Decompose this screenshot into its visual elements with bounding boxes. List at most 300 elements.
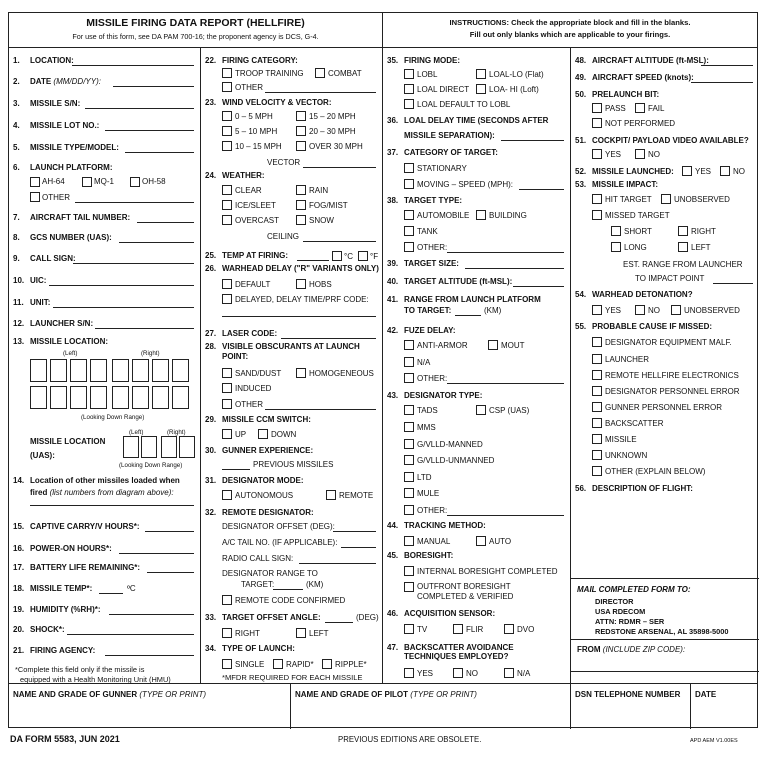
field-36-label-2: MISSILE SEPARATION): bbox=[404, 131, 495, 140]
field-55-label: 55. PROBABLE CAUSE IF MISSED: bbox=[575, 322, 713, 331]
wind-0-5-checkbox[interactable] bbox=[222, 111, 232, 121]
fuze-other-label: OTHER: bbox=[417, 374, 448, 383]
gvlld-manned-checkbox[interactable] bbox=[404, 439, 414, 449]
previous-missiles-label: PREVIOUS MISSILES bbox=[253, 460, 334, 469]
ccm-up-label: UP bbox=[235, 430, 247, 439]
previous-missiles-input[interactable] bbox=[222, 469, 250, 470]
radio-call-sign-label: RADIO CALL SIGN: bbox=[222, 554, 294, 563]
single-checkbox[interactable] bbox=[222, 659, 232, 669]
field-21-label: 21. FIRING AGENCY: bbox=[13, 646, 96, 655]
ah64-checkbox[interactable] bbox=[30, 177, 40, 187]
uas-position-cell[interactable] bbox=[123, 436, 139, 458]
platform-other-input[interactable] bbox=[75, 202, 194, 203]
field-14-label: 14. Location of other missiles loaded when bbox=[13, 476, 180, 485]
launched-yes-label: YES bbox=[695, 167, 712, 176]
bit-fail-checkbox[interactable] bbox=[635, 103, 645, 113]
obscurant-other-input[interactable] bbox=[265, 409, 376, 410]
backscatter-na-checkbox[interactable] bbox=[504, 668, 514, 678]
missile-position-cell[interactable] bbox=[112, 359, 129, 382]
designator-other-input[interactable] bbox=[447, 515, 564, 516]
cause-launcher-checkbox[interactable] bbox=[592, 354, 602, 364]
launcher-sn-input[interactable] bbox=[95, 328, 194, 329]
wind-5-10-checkbox[interactable] bbox=[222, 126, 232, 136]
missile-position-cell[interactable] bbox=[30, 386, 47, 409]
wind-10-15-label: 10 – 15 MPH bbox=[235, 142, 282, 151]
mout-checkbox[interactable] bbox=[488, 340, 498, 350]
missile-sn-input[interactable] bbox=[85, 108, 194, 109]
launched-no-checkbox[interactable] bbox=[720, 166, 730, 176]
field-3-label: 3. MISSILE S/N: bbox=[13, 99, 81, 108]
manual-checkbox[interactable] bbox=[404, 536, 414, 546]
detonation-yes-checkbox[interactable] bbox=[592, 305, 602, 315]
dvo-checkbox[interactable] bbox=[504, 624, 514, 634]
video-no-label: NO bbox=[648, 150, 660, 159]
pilot-name-field[interactable] bbox=[291, 684, 571, 729]
humidity-input[interactable] bbox=[109, 614, 194, 615]
single-label: SINGLE bbox=[235, 660, 265, 669]
mms-label: MMS bbox=[417, 423, 436, 432]
mq1-checkbox[interactable] bbox=[82, 177, 92, 187]
combat-checkbox[interactable] bbox=[315, 68, 325, 78]
temp-at-firing-input[interactable] bbox=[297, 260, 329, 261]
wind-15-20-checkbox[interactable] bbox=[296, 111, 306, 121]
autonomous-label: AUTONOMOUS bbox=[235, 491, 294, 500]
field-41-label: 41. RANGE FROM LAUNCH PLATFORM bbox=[387, 295, 541, 304]
field-4-label: 4. MISSILE LOT NO.: bbox=[13, 121, 100, 130]
missile-position-cell[interactable] bbox=[30, 359, 47, 382]
clear-label: CLEAR bbox=[235, 186, 262, 195]
form-subtitle: For use of this form, see DA PAM 700-16; the proponent agency is DCS, G-4. bbox=[72, 32, 319, 41]
miss-right-checkbox[interactable] bbox=[678, 226, 688, 236]
gunner-name-field[interactable] bbox=[9, 684, 291, 729]
cause-other-label: OTHER (EXPLAIN BELOW) bbox=[605, 467, 706, 476]
platform-other-checkbox[interactable] bbox=[30, 192, 40, 202]
version-tag: APD AEM V1.00ES bbox=[690, 738, 738, 744]
bit-pass-checkbox[interactable] bbox=[592, 103, 602, 113]
cause-launcher-label: LAUNCHER bbox=[605, 355, 650, 364]
miss-long-checkbox[interactable] bbox=[611, 242, 621, 252]
video-no-checkbox[interactable] bbox=[635, 149, 645, 159]
lobl-checkbox[interactable] bbox=[404, 69, 414, 79]
field-17-label: 17. BATTERY LIFE REMAINING*: bbox=[13, 563, 141, 572]
automobile-checkbox[interactable] bbox=[404, 210, 414, 220]
internal-boresight-label: INTERNAL BORESIGHT COMPLETED bbox=[417, 567, 558, 576]
shock-input[interactable] bbox=[67, 634, 194, 635]
stationary-checkbox[interactable] bbox=[404, 163, 414, 173]
manual-label: MANUAL bbox=[417, 537, 451, 546]
loal-delay-input[interactable] bbox=[501, 140, 564, 141]
building-checkbox[interactable] bbox=[476, 210, 486, 220]
mule-checkbox[interactable] bbox=[404, 488, 414, 498]
gvlld-unmanned-checkbox[interactable] bbox=[404, 455, 414, 465]
field-5-label: 5. MISSILE TYPE/MODEL: bbox=[13, 143, 119, 152]
mail-line-1: DIRECTOR bbox=[595, 597, 634, 606]
unit-input[interactable] bbox=[53, 307, 194, 308]
rapid-checkbox[interactable] bbox=[273, 659, 283, 669]
designator-offset-input[interactable] bbox=[333, 531, 376, 532]
fuze-na-checkbox[interactable] bbox=[404, 357, 414, 367]
tank-checkbox[interactable] bbox=[404, 226, 414, 236]
field-14-label-2: fired (list numbers from diagram above): bbox=[30, 488, 174, 497]
power-on-hours-input[interactable] bbox=[119, 553, 194, 554]
cause-unknown-label: UNKNOWN bbox=[605, 451, 648, 460]
hit-target-label: HIT TARGET bbox=[605, 195, 652, 204]
miss-left-label: LEFT bbox=[691, 243, 711, 252]
instructions-line-1: INSTRUCTIONS: Check the appropriate block and fill in the blanks. bbox=[449, 18, 691, 27]
homogeneous-label: HOMOGENEOUS bbox=[309, 369, 374, 378]
field-1-label: 1. LOCATION: bbox=[13, 56, 74, 65]
instructions-line-2: Fill out only blanks which are applicable to your firings. bbox=[469, 30, 671, 39]
designator-other-checkbox[interactable] bbox=[404, 505, 414, 515]
field-53-label: 53. MISSILE IMPACT: bbox=[575, 180, 659, 189]
bit-pass-label: PASS bbox=[605, 104, 626, 113]
uas-position-cell[interactable] bbox=[161, 436, 177, 458]
platform-other-label: OTHER bbox=[42, 193, 70, 202]
field-29-label: 29. MISSILE CCM SWITCH: bbox=[205, 415, 311, 424]
loal-lo-checkbox[interactable] bbox=[476, 69, 486, 79]
bit-not-performed-checkbox[interactable] bbox=[592, 118, 602, 128]
field-43-label: 43. DESIGNATOR TYPE: bbox=[387, 391, 483, 400]
designator-range-label-2: TARGET: bbox=[241, 580, 275, 589]
form-title: MISSILE FIRING DATA REPORT (HELLFIRE) bbox=[86, 17, 305, 29]
vector-input[interactable] bbox=[303, 167, 376, 168]
remote-code-confirmed-checkbox[interactable] bbox=[222, 595, 232, 605]
overcast-checkbox[interactable] bbox=[222, 215, 232, 225]
fuze-other-input[interactable] bbox=[447, 383, 564, 384]
ripple-checkbox[interactable] bbox=[322, 659, 332, 669]
missile-position-cell[interactable] bbox=[132, 386, 149, 409]
detonation-yes-label: YES bbox=[605, 306, 622, 315]
hmu-note-1: *Complete this field only if the missile is bbox=[15, 665, 145, 674]
hit-target-checkbox[interactable] bbox=[592, 194, 602, 204]
range-to-target-input[interactable] bbox=[455, 315, 481, 316]
ceiling-input[interactable] bbox=[303, 241, 376, 242]
field-50-label: 50. PRELAUNCH BIT: bbox=[575, 90, 660, 99]
wind-5-10-label: 5 – 10 MPH bbox=[235, 127, 278, 136]
uas-position-cell[interactable] bbox=[141, 436, 157, 458]
field-49-label: 49. AIRCRAFT SPEED (knots): bbox=[575, 73, 694, 82]
missile-position-cell[interactable] bbox=[172, 386, 189, 409]
uas-looking-down-range-label: (Looking Down Range) bbox=[119, 462, 183, 469]
csp-checkbox[interactable] bbox=[476, 405, 486, 415]
video-yes-checkbox[interactable] bbox=[592, 149, 602, 159]
field-46-label: 46. ACQUISITION SENSOR: bbox=[387, 609, 496, 618]
offset-left-checkbox[interactable] bbox=[296, 628, 306, 638]
cause-remote-electronics-checkbox[interactable] bbox=[592, 370, 602, 380]
uic-input[interactable] bbox=[49, 285, 194, 286]
backscatter-yes-checkbox[interactable] bbox=[404, 668, 414, 678]
column-2 bbox=[201, 48, 383, 683]
fog-mist-checkbox[interactable] bbox=[296, 200, 306, 210]
field-28-label: 28. VISIBLE OBSCURANTS AT LAUNCH bbox=[205, 342, 360, 351]
signature-row bbox=[9, 683, 757, 729]
cause-missile-checkbox[interactable] bbox=[592, 434, 602, 444]
missile-temp-input[interactable] bbox=[99, 593, 123, 594]
ltd-checkbox[interactable] bbox=[404, 472, 414, 482]
hobs-checkbox[interactable] bbox=[296, 279, 306, 289]
category-other-checkbox[interactable] bbox=[222, 82, 232, 92]
missile-position-cell[interactable] bbox=[132, 359, 149, 382]
induced-label: INDUCED bbox=[235, 384, 272, 393]
miss-short-label: SHORT bbox=[624, 227, 652, 236]
header-title-block bbox=[9, 13, 383, 47]
tracking-auto-label: AUTO bbox=[489, 537, 512, 546]
est-range-input[interactable] bbox=[713, 283, 753, 284]
mms-checkbox[interactable] bbox=[404, 422, 414, 432]
automobile-label: AUTOMOBILE bbox=[417, 211, 470, 220]
lobl-label: LOBL bbox=[417, 70, 438, 79]
field-9-label: 9. CALL SIGN: bbox=[13, 254, 76, 263]
ripple-label: RIPPLE* bbox=[335, 660, 367, 669]
date-field[interactable] bbox=[691, 684, 759, 729]
battery-life-input[interactable] bbox=[147, 572, 194, 573]
ceiling-label: CEILING bbox=[267, 232, 300, 241]
miss-right-label: RIGHT bbox=[691, 227, 716, 236]
gvlld-manned-label: G/VLLD-MANNED bbox=[417, 440, 483, 449]
target-size-input[interactable] bbox=[465, 268, 564, 269]
default-checkbox[interactable] bbox=[222, 279, 232, 289]
vector-label: VECTOR bbox=[267, 158, 301, 167]
form-number: DA FORM 5583, JUN 2021 bbox=[10, 734, 120, 744]
mail-to-label: MAIL COMPLETED FORM TO: bbox=[577, 585, 691, 594]
field-32-label: 32. REMOTE DESIGNATOR: bbox=[205, 508, 314, 517]
dsn-telephone-field[interactable] bbox=[571, 684, 691, 729]
tv-checkbox[interactable] bbox=[404, 624, 414, 634]
date-input[interactable] bbox=[113, 86, 194, 87]
outfront-boresight-label-2: COMPLETED & VERIFIED bbox=[417, 592, 514, 601]
miss-left-checkbox[interactable] bbox=[678, 242, 688, 252]
mout-label: MOUT bbox=[501, 341, 525, 350]
cause-remote-electronics-label: REMOTE HELLFIRE ELECTRONICS bbox=[605, 371, 739, 380]
missile-lot-input[interactable] bbox=[105, 130, 194, 131]
field-23-label: 23. WIND VELOCITY & VECTOR: bbox=[205, 98, 332, 107]
offset-left-label: LEFT bbox=[309, 629, 329, 638]
backscatter-no-label: NO bbox=[466, 669, 478, 678]
target-other-checkbox[interactable] bbox=[404, 242, 414, 252]
oh58-label: OH-58 bbox=[142, 177, 166, 186]
call-sign-input[interactable] bbox=[73, 263, 194, 264]
loal-hi-label: LOA- HI (Loft) bbox=[489, 85, 539, 94]
mail-divider bbox=[571, 639, 759, 640]
offset-right-label: RIGHT bbox=[235, 629, 260, 638]
cause-backscatter-label: BACKSCATTER bbox=[605, 419, 664, 428]
oh58-checkbox[interactable] bbox=[130, 177, 140, 187]
clear-checkbox[interactable] bbox=[222, 185, 232, 195]
uas-location-label: MISSILE LOCATION bbox=[30, 437, 106, 446]
diagram-right-label: (Right) bbox=[141, 350, 160, 357]
obscurant-other-checkbox[interactable] bbox=[222, 399, 232, 409]
cause-designator-malf-checkbox[interactable] bbox=[592, 337, 602, 347]
mail-line-3: ATTN: RDMR – SER bbox=[595, 617, 665, 626]
wind-0-5-label: 0 – 5 MPH bbox=[235, 112, 273, 121]
designator-other-label: OTHER: bbox=[417, 506, 448, 515]
cause-other-checkbox[interactable] bbox=[592, 466, 602, 476]
category-other-input[interactable] bbox=[265, 92, 376, 93]
field-51-label: 51. COCKPIT/ PAYLOAD VIDEO AVAILABLE? bbox=[575, 136, 749, 145]
sand-dust-label: SAND/DUST bbox=[235, 369, 282, 378]
laser-code-input[interactable] bbox=[281, 338, 376, 339]
cause-designator-personnel-checkbox[interactable] bbox=[592, 386, 602, 396]
missile-position-cell[interactable] bbox=[152, 386, 169, 409]
field-24-label: 24. WEATHER: bbox=[205, 171, 265, 180]
field-34-label: 34. TYPE OF LAUNCH: bbox=[205, 644, 295, 653]
impact-unobserved-checkbox[interactable] bbox=[661, 194, 671, 204]
field-25-label: 25. TEMP AT FIRING: bbox=[205, 251, 289, 260]
mail-line-2: USA RDECOM bbox=[595, 607, 646, 616]
internal-boresight-checkbox[interactable] bbox=[404, 566, 414, 576]
missile-position-cell[interactable] bbox=[90, 386, 107, 409]
gvlld-unmanned-label: G/VLLD-UNMANNED bbox=[417, 456, 495, 465]
missile-position-cell[interactable] bbox=[50, 386, 67, 409]
loal-direct-label: LOAL DIRECT bbox=[417, 85, 470, 94]
detonation-unobserved-checkbox[interactable] bbox=[671, 305, 681, 315]
remote-label: REMOTE bbox=[339, 491, 374, 500]
missile-position-cell[interactable] bbox=[152, 359, 169, 382]
date-label: DATE bbox=[695, 690, 717, 699]
tracking-auto-checkbox[interactable] bbox=[476, 536, 486, 546]
moving-label: MOVING – SPEED (MPH): bbox=[417, 180, 514, 189]
firing-agency-input[interactable] bbox=[105, 655, 194, 656]
mule-label: MULE bbox=[417, 489, 440, 498]
ccm-up-checkbox[interactable] bbox=[222, 429, 232, 439]
snow-checkbox[interactable] bbox=[296, 215, 306, 225]
launched-yes-checkbox[interactable] bbox=[682, 166, 692, 176]
induced-checkbox[interactable] bbox=[222, 383, 232, 393]
celsius-checkbox[interactable] bbox=[332, 251, 342, 261]
obsolete-note: PREVIOUS EDITIONS ARE OBSOLETE. bbox=[338, 735, 482, 744]
missile-position-cell[interactable] bbox=[70, 359, 87, 382]
obscurant-other-label: OTHER bbox=[235, 400, 263, 409]
loal-default-checkbox[interactable] bbox=[404, 99, 414, 109]
autonomous-checkbox[interactable] bbox=[222, 490, 232, 500]
sand-dust-checkbox[interactable] bbox=[222, 368, 232, 378]
field-2-label: 2. DATE (MM/DD/YY): bbox=[13, 77, 101, 86]
ltd-label: LTD bbox=[417, 473, 432, 482]
mail-block bbox=[571, 578, 759, 672]
cause-gunner-personnel-checkbox[interactable] bbox=[592, 402, 602, 412]
missile-position-cell[interactable] bbox=[172, 359, 189, 382]
tail-number-input[interactable] bbox=[137, 222, 194, 223]
troop-training-checkbox[interactable] bbox=[222, 68, 232, 78]
target-offset-input[interactable] bbox=[325, 622, 353, 623]
column-1 bbox=[9, 48, 201, 683]
header-instructions-block bbox=[383, 13, 757, 47]
fahrenheit-label: °F bbox=[370, 252, 379, 261]
loal-default-label: LOAL DEFAULT TO LOBL bbox=[417, 100, 511, 109]
field-13-label: 13. MISSILE LOCATION: bbox=[13, 337, 109, 346]
field-20-label: 20. SHOCK*: bbox=[13, 625, 65, 634]
csp-label: CSP (UAS) bbox=[489, 406, 530, 415]
field-31-label: 31. DESIGNATOR MODE: bbox=[205, 476, 304, 485]
loal-direct-checkbox[interactable] bbox=[404, 84, 414, 94]
pilot-name-label: NAME AND GRADE OF PILOT (TYPE OR PRINT) bbox=[295, 690, 477, 699]
missile-position-cell[interactable] bbox=[50, 359, 67, 382]
field-27-label: 27. LASER CODE: bbox=[205, 329, 278, 338]
moving-speed-input[interactable] bbox=[519, 189, 564, 190]
flir-checkbox[interactable] bbox=[453, 624, 463, 634]
est-range-label-2: TO IMPACT POINT bbox=[635, 274, 705, 283]
detonation-no-checkbox[interactable] bbox=[635, 305, 645, 315]
dsn-telephone-label: DSN TELEPHONE NUMBER bbox=[575, 690, 681, 699]
gcs-number-input[interactable] bbox=[119, 242, 194, 243]
designator-range-input[interactable] bbox=[273, 589, 303, 590]
captive-carry-input[interactable] bbox=[145, 531, 194, 532]
detonation-unobserved-label: UNOBSERVED bbox=[684, 306, 740, 315]
outfront-boresight-checkbox[interactable] bbox=[404, 582, 414, 592]
missed-target-label: MISSED TARGET bbox=[605, 211, 670, 220]
backscatter-no-checkbox[interactable] bbox=[453, 668, 463, 678]
miss-short-checkbox[interactable] bbox=[611, 226, 621, 236]
impact-unobserved-label: UNOBSERVED bbox=[674, 195, 730, 204]
uas-position-cell[interactable] bbox=[179, 436, 195, 458]
target-other-input[interactable] bbox=[447, 252, 564, 253]
target-other-label: OTHER: bbox=[417, 243, 448, 252]
offset-right-checkbox[interactable] bbox=[222, 628, 232, 638]
rain-checkbox[interactable] bbox=[296, 185, 306, 195]
field-11-label: 11. UNIT: bbox=[13, 298, 51, 307]
field-48-label: 48. AIRCRAFT ALTITUDE (ft-MSL): bbox=[575, 56, 709, 65]
remote-checkbox[interactable] bbox=[326, 490, 336, 500]
wind-over-30-checkbox[interactable] bbox=[296, 141, 306, 151]
target-altitude-input[interactable] bbox=[513, 286, 564, 287]
cause-backscatter-checkbox[interactable] bbox=[592, 418, 602, 428]
field-56-label: 56. DESCRIPTION OF FLIGHT: bbox=[575, 484, 693, 493]
missile-type-input[interactable] bbox=[125, 152, 194, 153]
field-47-label: 47. BACKSCATTER AVOIDANCE bbox=[387, 643, 514, 652]
location-input[interactable] bbox=[72, 65, 194, 66]
ac-tail-input[interactable] bbox=[341, 547, 376, 548]
moving-checkbox[interactable] bbox=[404, 179, 414, 189]
other-missiles-input[interactable] bbox=[30, 505, 194, 506]
cause-gunner-personnel-label: GUNNER PERSONNEL ERROR bbox=[605, 403, 723, 412]
field-8-label: 8. GCS NUMBER (UAS): bbox=[13, 233, 112, 242]
loal-hi-checkbox[interactable] bbox=[476, 84, 486, 94]
anti-armor-checkbox[interactable] bbox=[404, 340, 414, 350]
troop-training-label: TROOP TRAINING bbox=[235, 69, 304, 78]
homogeneous-checkbox[interactable] bbox=[296, 368, 306, 378]
missed-target-checkbox[interactable] bbox=[592, 210, 602, 220]
field-45-label: 45. BORESIGHT: bbox=[387, 551, 454, 560]
uas-location-label-2: (UAS): bbox=[30, 451, 55, 460]
aircraft-speed-input[interactable] bbox=[691, 82, 753, 83]
cause-unknown-checkbox[interactable] bbox=[592, 450, 602, 460]
designator-offset-label: DESIGNATOR OFFSET (DEG): bbox=[222, 522, 335, 531]
field-38-label: 38. TARGET TYPE: bbox=[387, 196, 463, 205]
ice-sleet-checkbox[interactable] bbox=[222, 200, 232, 210]
radio-call-sign-input[interactable] bbox=[299, 563, 376, 564]
missile-position-cell[interactable] bbox=[70, 386, 87, 409]
tads-checkbox[interactable] bbox=[404, 405, 414, 415]
uas-right-label: (Right) bbox=[167, 429, 186, 436]
missile-position-cell[interactable] bbox=[90, 359, 107, 382]
cause-designator-personnel-label: DESIGNATOR PERSONNEL ERROR bbox=[605, 387, 740, 396]
field-40-label: 40. TARGET ALTITUDE (ft-MSL): bbox=[387, 277, 513, 286]
ccm-down-checkbox[interactable] bbox=[258, 429, 268, 439]
est-range-label: EST. RANGE FROM LAUNCHER bbox=[623, 260, 743, 269]
fuze-other-checkbox[interactable] bbox=[404, 373, 414, 383]
field-47-label-2: TECHNIQUES EMPLOYED? bbox=[404, 652, 509, 661]
wind-10-15-checkbox[interactable] bbox=[222, 141, 232, 151]
delay-time-input[interactable] bbox=[222, 316, 376, 317]
field-30-label: 30. GUNNER EXPERIENCE: bbox=[205, 446, 314, 455]
column-4 bbox=[571, 48, 759, 683]
missile-position-cell[interactable] bbox=[112, 386, 129, 409]
delayed-checkbox[interactable] bbox=[222, 294, 232, 304]
fahrenheit-checkbox[interactable] bbox=[358, 251, 368, 261]
wind-20-30-checkbox[interactable] bbox=[296, 126, 306, 136]
rain-label: RAIN bbox=[309, 186, 329, 195]
aircraft-altitude-input[interactable] bbox=[701, 65, 753, 66]
